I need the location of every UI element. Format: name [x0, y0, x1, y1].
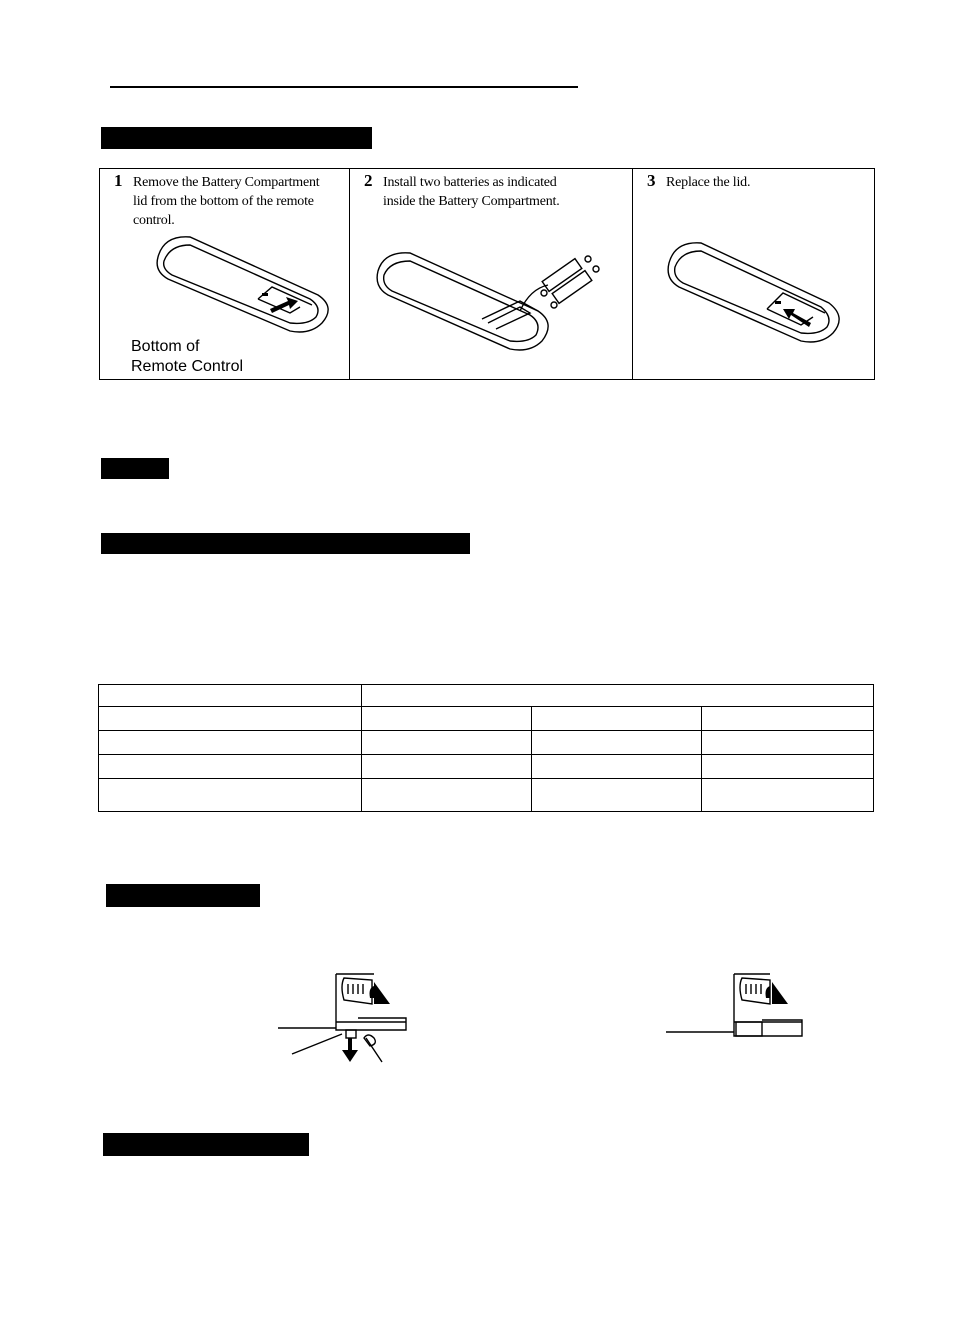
- table-cell: [99, 707, 362, 731]
- remote-bottom-label: Bottom of Remote Control: [131, 338, 244, 375]
- table-row: [99, 731, 874, 755]
- battery-steps-panel: [99, 168, 875, 380]
- table-cell: [361, 731, 532, 755]
- table-row: [99, 685, 874, 707]
- table-cell: [99, 731, 362, 755]
- step-1-cell: [100, 169, 350, 379]
- step-1-text: Remove the Battery Compartment lid from the bottom of the remote control.: [133, 175, 320, 228]
- heading-bar-operating-range: [101, 533, 470, 554]
- table-row: [99, 707, 874, 731]
- remote-battery-insert-illustration: [370, 249, 620, 359]
- table-cell: [99, 755, 362, 779]
- table-cell: [532, 707, 702, 731]
- step-3-text: Replace the lid.: [666, 175, 751, 190]
- table-cell: [702, 731, 874, 755]
- table-cell: [532, 755, 702, 779]
- table-cell: [361, 779, 532, 812]
- heading-bar-section-bottom: [103, 1133, 309, 1156]
- table-cell: [99, 779, 362, 812]
- heading-bar-battery-install: [101, 127, 372, 149]
- remote-lid-replace-illustration: [661, 237, 846, 352]
- table-cell: [361, 707, 532, 731]
- step-2-number: 2: [364, 171, 373, 190]
- step-1-number: 1: [114, 171, 123, 190]
- step-3-number: 3: [647, 171, 656, 190]
- heading-bar-erase-prevention: [106, 884, 260, 907]
- specification-table: [98, 684, 874, 812]
- table-cell: [532, 731, 702, 755]
- heading-bar-note: [101, 458, 169, 479]
- table-row: [99, 779, 874, 812]
- table-cell: [532, 779, 702, 812]
- step-3-cell: [633, 169, 876, 379]
- cassette-tab-intact-illustration: [666, 968, 806, 1043]
- step-2-text: Install two batteries as indicated inside the Battery Compartment.: [383, 175, 560, 209]
- table-cell: [99, 685, 362, 707]
- step-2-cell: [350, 169, 633, 379]
- cassette-tab-remove-illustration: [278, 968, 413, 1068]
- table-cell: [702, 755, 874, 779]
- table-cell: [361, 755, 532, 779]
- table-row: [99, 755, 874, 779]
- table-cell: [361, 685, 873, 707]
- remote-bottom-lid-open-illustration: [150, 227, 335, 337]
- table-cell: [702, 707, 874, 731]
- table-cell: [702, 779, 874, 812]
- title-underline: [110, 86, 578, 88]
